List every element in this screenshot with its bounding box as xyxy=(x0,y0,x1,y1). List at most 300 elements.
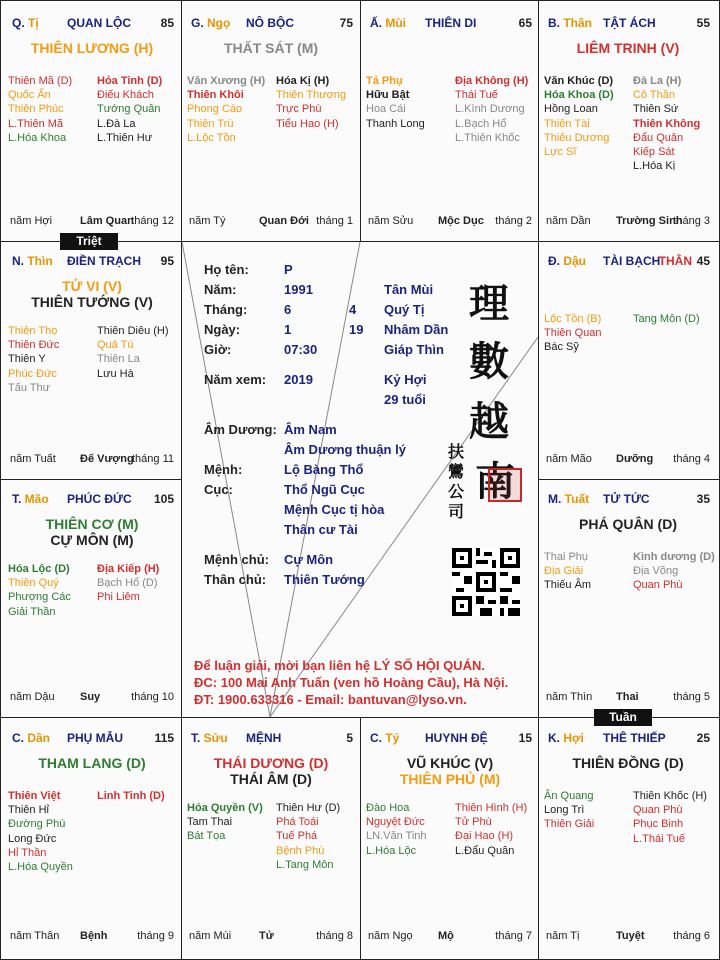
minor-star: Thiên Hỉ xyxy=(8,804,49,817)
palace-stem: G. xyxy=(191,16,204,30)
minor-stars-right xyxy=(276,74,346,131)
palace-stem: C. xyxy=(370,731,382,745)
minor-star: Tấu Thư xyxy=(8,381,51,394)
palace-name: PHÚC ĐỨC xyxy=(67,492,132,506)
minor-star: Trực Phù xyxy=(276,103,322,116)
palace-dau[interactable] xyxy=(540,240,716,476)
main-star: LIÊM TRINH (V) xyxy=(576,40,680,56)
minor-star: Thiếu Âm xyxy=(544,579,592,592)
thanchu-value: Thiên Tướng xyxy=(284,572,365,587)
palace-stem-branch xyxy=(370,731,399,745)
palace-tuat[interactable] xyxy=(540,478,716,714)
minor-star: L.Thiên Khốc xyxy=(455,131,520,144)
main-star: VŨ KHÚC (V) xyxy=(406,755,494,771)
minor-star: Thiên Y xyxy=(8,353,46,366)
minor-star: Quan Phù xyxy=(633,804,683,817)
palace-score: 95 xyxy=(160,254,174,268)
palace-header xyxy=(191,731,353,745)
minor-stars-right xyxy=(97,324,169,381)
palace-ty[interactable] xyxy=(362,717,538,953)
minor-star: Nguyệt Đức xyxy=(366,816,425,829)
minor-star: Thiên Khốc (H) xyxy=(633,790,707,802)
minor-star: Lưu Hà xyxy=(97,367,134,380)
minor-star: Đại Hao (H) xyxy=(455,830,514,843)
minor-star: Đường Phù xyxy=(8,818,66,831)
minor-star: Thiên Diêu (H) xyxy=(97,325,169,337)
palace-footer xyxy=(546,453,710,467)
qr-code-icon xyxy=(452,548,520,616)
minor-star: L.Đẩu Quân xyxy=(455,844,515,857)
amduong-value: Âm Nam xyxy=(284,422,337,437)
palace-month: tháng 11 xyxy=(131,453,174,465)
palace-year: năm Mão xyxy=(546,453,592,465)
palace-header xyxy=(548,492,710,506)
minor-star: Kình dương (D) xyxy=(633,551,715,563)
palace-footer xyxy=(10,453,174,467)
palace-branch: Dần xyxy=(24,731,51,745)
hour-label: Giờ: xyxy=(204,342,232,357)
minor-star: Quan Phù xyxy=(633,579,683,592)
minor-star: Phục Binh xyxy=(633,818,684,831)
minor-star: Địa Giải xyxy=(544,565,584,578)
view-year-canchi: Kỷ Hợi xyxy=(384,372,427,387)
palace-branch: Dậu xyxy=(560,254,587,268)
minor-star: Thai Phụ xyxy=(544,551,589,563)
minor-stars-left xyxy=(8,562,71,619)
day-lunar: 19 xyxy=(349,322,364,337)
day-canchi: Nhâm Dần xyxy=(384,322,449,337)
minor-star: Quốc Ấn xyxy=(8,89,51,102)
palace-month: tháng 6 xyxy=(673,930,710,942)
palace-name: THÊ THIẾP xyxy=(603,731,666,745)
day-label: Ngày: xyxy=(204,322,241,337)
minor-stars-right xyxy=(455,801,527,858)
minor-star: Thiên Sứ xyxy=(633,103,679,116)
minor-star: Phượng Các xyxy=(8,591,71,604)
thanchu-label: Thân chủ: xyxy=(204,572,267,587)
palace-stem: B. xyxy=(548,16,560,30)
palace-name: THIÊN DI xyxy=(425,16,477,30)
minor-stars-right xyxy=(633,74,700,173)
palace-name: NÔ BỘC xyxy=(246,16,294,30)
palace-month: tháng 5 xyxy=(673,691,710,703)
palace-ngo[interactable] xyxy=(183,2,359,238)
palace-footer xyxy=(368,930,532,944)
minor-star: Hóa Lộc (D) xyxy=(8,563,70,575)
palace-branch: Mùi xyxy=(382,16,406,30)
minor-star: Thái Tuế xyxy=(455,89,498,102)
palace-footer xyxy=(546,215,710,229)
minor-stars-left xyxy=(187,801,263,844)
day-value: 1 xyxy=(284,322,292,337)
palace-header xyxy=(370,731,532,745)
minor-stars-left xyxy=(366,74,425,131)
minor-star: Thiên Quan xyxy=(544,327,602,340)
palace-header xyxy=(12,254,174,268)
palace-stage: Thai xyxy=(616,691,639,703)
minor-star: Hỉ Thần xyxy=(8,846,47,859)
palace-score: 45 xyxy=(696,254,710,268)
palace-score: 5 xyxy=(346,731,353,745)
main-star: THÁI ÂM (D) xyxy=(230,771,312,787)
minor-star: L.Thái Tuế xyxy=(633,832,685,845)
palace-year: năm Hợi xyxy=(10,215,53,227)
minor-star: L.Đà La xyxy=(97,117,136,130)
palace-branch: Tý xyxy=(382,731,400,745)
minor-star: Tang Môn (D) xyxy=(633,313,700,325)
month-canchi: Quý Tị xyxy=(384,302,425,317)
palace-stage: Tuyệt xyxy=(616,930,645,942)
palace-than[interactable] xyxy=(540,2,716,238)
palace-month: tháng 4 xyxy=(673,453,710,465)
palace-stem-branch xyxy=(191,731,228,745)
minor-star: Bệnh Phù xyxy=(276,844,325,857)
palace-year: năm Sửu xyxy=(368,215,414,227)
palace-year: năm Tuất xyxy=(10,453,56,465)
minor-star: Tướng Quân xyxy=(97,103,161,116)
grid-line xyxy=(360,717,361,960)
minor-star: Đà La (H) xyxy=(633,75,682,87)
palace-month: tháng 12 xyxy=(131,215,174,227)
palace-month: tháng 9 xyxy=(137,930,174,942)
palace-stem-branch xyxy=(548,492,589,506)
minor-star: Địa Kiếp (H) xyxy=(97,563,160,575)
minor-star: Thiên Hư (D) xyxy=(276,802,341,814)
view-year-value: 2019 xyxy=(284,372,313,387)
palace-stage: Quan Đới xyxy=(259,215,309,227)
minor-star: Thiên Phúc xyxy=(8,103,64,116)
minor-star: L.Bạch Hổ xyxy=(455,117,507,130)
palace-header xyxy=(12,492,174,506)
palace-header xyxy=(548,731,710,745)
cuc-value-2: Mệnh Cục tị hòa xyxy=(284,502,385,517)
calligraphy-char-1: 理 xyxy=(469,280,509,327)
palace-footer xyxy=(10,215,174,229)
palace-year: năm Thìn xyxy=(546,691,593,703)
calligraphy-char-4: 南 xyxy=(475,458,515,505)
palace-stem-branch xyxy=(12,16,39,30)
palace-name: QUAN LỘC xyxy=(67,16,131,30)
palace-stem-branch xyxy=(370,16,406,30)
minor-star: Địa Võng xyxy=(633,565,679,578)
palace-name: HUYNH ĐỆ xyxy=(425,731,488,745)
contact-address: ĐC: 100 Mai Anh Tuấn (ven hồ Hoàng Cầu), Hà Nội. xyxy=(194,675,509,690)
palace-stem-branch xyxy=(548,16,592,30)
minor-star: Bạch Hổ (D) xyxy=(97,577,158,590)
palace-stem: Ấ. xyxy=(370,16,382,30)
palace-score: 115 xyxy=(154,731,174,745)
main-star: THAM LANG (D) xyxy=(38,755,146,771)
minor-star: Hóa Khoa (D) xyxy=(544,89,614,102)
palace-ti[interactable] xyxy=(4,2,180,238)
minor-stars-left xyxy=(8,789,73,874)
grid-line xyxy=(360,0,361,242)
minor-star: Tử Phù xyxy=(455,816,492,829)
minor-stars-left xyxy=(8,324,59,395)
hour-canchi: Giáp Thìn xyxy=(384,342,444,357)
red-seal-icon xyxy=(488,468,522,502)
palace-header xyxy=(548,16,710,30)
minor-star: Hóa Quyền (V) xyxy=(187,802,263,814)
palace-stem: C. xyxy=(12,731,24,745)
calligraphy-small: 扶鸞公司 xyxy=(448,442,465,521)
palace-name: ĐIỀN TRẠCH xyxy=(67,254,141,268)
palace-name: MỆNH xyxy=(246,731,282,745)
palace-branch: Sửu xyxy=(200,731,228,745)
name-value: P xyxy=(284,262,293,277)
minor-star: L.Thiên Hư xyxy=(97,131,153,144)
minor-star: Bác Sỹ xyxy=(544,341,579,354)
menhchu-value: Cự Môn xyxy=(284,552,334,567)
palace-header xyxy=(12,16,174,30)
palace-score: 105 xyxy=(153,492,174,506)
main-star: THÁI DƯƠNG (D) xyxy=(213,755,329,771)
palace-stem-branch xyxy=(12,254,53,268)
minor-star: L.Hóa Kị xyxy=(633,160,676,173)
palace-year: năm Tý xyxy=(189,215,226,227)
main-star: PHÁ QUÂN (D) xyxy=(579,516,677,532)
triet-tag: Triệt xyxy=(60,233,118,250)
year-value: 1991 xyxy=(284,282,313,297)
minor-star: Phúc Đức xyxy=(8,367,57,380)
minor-star: LN.Văn Tinh xyxy=(366,830,427,843)
palace-mao[interactable] xyxy=(4,478,180,714)
minor-star: Bát Tọa xyxy=(187,830,226,843)
palace-stage: Mộ xyxy=(438,930,454,942)
palace-score: 75 xyxy=(339,16,353,30)
palace-month: tháng 10 xyxy=(131,691,174,703)
palace-stage: Suy xyxy=(80,691,101,703)
palace-dan[interactable] xyxy=(4,717,180,953)
minor-star: Đẩu Quân xyxy=(633,131,684,144)
palace-month: tháng 8 xyxy=(316,930,353,942)
palace-year: năm Thân xyxy=(10,930,60,942)
menh-value: Lộ Bàng Thổ xyxy=(284,462,364,477)
palace-thin[interactable] xyxy=(4,240,180,476)
minor-star: Hoa Cái xyxy=(366,103,406,116)
minor-stars-right xyxy=(455,74,528,145)
minor-stars-left xyxy=(544,74,614,159)
minor-star: Thiên Mã (D) xyxy=(8,75,73,87)
center-info-panel xyxy=(182,242,538,716)
main-star: THIÊN ĐỒNG (D) xyxy=(572,755,684,771)
palace-footer xyxy=(189,930,353,944)
minor-star: Lộc Tồn (B) xyxy=(544,313,602,325)
cuc-value-3: Thân cư Tài xyxy=(284,522,358,537)
palace-score: 15 xyxy=(518,731,532,745)
palace-score: 85 xyxy=(160,16,174,30)
minor-star: Phong Cáo xyxy=(187,103,243,116)
minor-star: Thiên Thọ xyxy=(8,325,58,337)
palace-stage: Tử xyxy=(259,930,274,942)
cuc-label: Cục: xyxy=(204,482,233,497)
minor-star: Tuế Phá xyxy=(276,830,318,843)
minor-star: Phi Liêm xyxy=(97,591,140,604)
palace-footer xyxy=(10,930,174,944)
palace-name: PHỤ MẪU xyxy=(67,731,123,745)
palace-stage: Đế Vượng xyxy=(80,453,134,465)
palace-year: năm Dậu xyxy=(10,691,55,703)
palace-footer xyxy=(10,691,174,705)
palace-name: TỬ TỨC xyxy=(603,492,650,506)
minor-star: L.Hóa Lộc xyxy=(366,844,417,857)
minor-stars-left xyxy=(544,312,601,355)
main-star: CỰ MÔN (M) xyxy=(50,532,134,548)
palace-stem: N. xyxy=(12,254,24,268)
minor-star: Văn Xương (H) xyxy=(187,75,266,87)
palace-month: tháng 7 xyxy=(495,930,532,942)
minor-stars-left xyxy=(366,801,427,858)
minor-star: Tả Phụ xyxy=(366,75,403,87)
amduong-label: Âm Dương: xyxy=(204,422,277,437)
grid-line xyxy=(0,0,1,960)
palace-stem: Q. xyxy=(12,16,25,30)
minor-star: Thiên Khôi xyxy=(187,89,244,102)
minor-star: Thiên Thương xyxy=(276,89,347,102)
minor-star: Kiếp Sát xyxy=(633,146,675,159)
palace-than-marker: THÂN xyxy=(658,254,692,268)
palace-stem-branch xyxy=(191,16,230,30)
palace-branch: Tuất xyxy=(561,492,590,506)
palace-score: 25 xyxy=(696,731,710,745)
year-label: Năm: xyxy=(204,282,237,297)
grid-line xyxy=(538,0,539,960)
palace-header xyxy=(548,254,710,268)
minor-stars-left xyxy=(544,789,594,832)
minor-star: L.Tang Môn xyxy=(276,858,334,871)
minor-star: Thiên Hình (H) xyxy=(455,802,528,814)
minor-star: Phá Toái xyxy=(276,816,319,829)
palace-branch: Thìn xyxy=(24,254,53,268)
main-star: THIÊN TƯỚNG (V) xyxy=(31,294,153,310)
minor-stars-right xyxy=(276,801,340,872)
palace-stem-branch xyxy=(548,254,586,268)
calligraphy-char-2: 數 xyxy=(469,338,509,385)
palace-stem: T. xyxy=(191,731,201,745)
minor-star: Hóa Kị (H) xyxy=(276,75,330,87)
palace-stem: Đ. xyxy=(548,254,560,268)
main-star: THIÊN CƠ (M) xyxy=(45,516,139,532)
minor-star: Thiên La xyxy=(97,353,140,366)
minor-stars-right xyxy=(97,74,162,145)
palace-year: năm Tị xyxy=(546,930,580,942)
calligraphy-char-3: 越 xyxy=(469,398,509,445)
minor-stars-left xyxy=(187,74,265,145)
name-label: Họ tên: xyxy=(204,262,249,277)
palace-branch: Mão xyxy=(21,492,49,506)
palace-header xyxy=(12,731,174,745)
menh-label: Mệnh: xyxy=(204,462,243,477)
minor-star: Hữu Bật xyxy=(366,89,410,102)
palace-header xyxy=(191,16,353,30)
minor-star: Long Trì xyxy=(544,804,585,817)
palace-mui[interactable] xyxy=(362,2,538,238)
minor-star: Tam Thai xyxy=(187,816,233,829)
hour-value: 07:30 xyxy=(284,342,318,357)
palace-stage: Bệnh xyxy=(80,930,108,942)
minor-star: Thanh Long xyxy=(366,117,425,130)
minor-star: Cô Thần xyxy=(633,89,675,102)
minor-star: L.Thiên Mã xyxy=(8,117,64,130)
palace-month: tháng 2 xyxy=(495,215,532,227)
palace-score: 35 xyxy=(696,492,710,506)
palace-stem: T. xyxy=(12,492,22,506)
main-star: THIÊN PHỦ (M) xyxy=(399,771,501,787)
minor-star: Hồng Loan xyxy=(544,103,598,116)
main-star: TỬ VI (V) xyxy=(62,278,122,294)
tuan-tag: Tuần xyxy=(594,709,652,726)
minor-stars-right xyxy=(97,562,159,605)
month-lunar: 4 xyxy=(349,302,357,317)
palace-month: tháng 1 xyxy=(316,215,353,227)
year-canchi: Tân Mùi xyxy=(384,282,434,297)
minor-star: Văn Khúc (D) xyxy=(544,75,614,87)
minor-star: Thiên Quý xyxy=(8,577,59,590)
minor-stars-right xyxy=(633,312,700,326)
minor-star: Hỏa Tinh (D) xyxy=(97,75,163,87)
palace-stem-branch xyxy=(12,731,50,745)
palace-hoi[interactable] xyxy=(540,717,716,953)
palace-footer xyxy=(546,691,710,705)
palace-stage: Mộc Dục xyxy=(438,215,484,227)
minor-star: Thiên Việt xyxy=(8,790,61,802)
palace-branch: Tị xyxy=(24,16,39,30)
minor-star: Long Đức xyxy=(8,832,57,845)
view-year-label: Năm xem: xyxy=(204,372,267,387)
minor-star: Thiên Trù xyxy=(187,117,234,130)
palace-footer xyxy=(368,215,532,229)
minor-star: Thiên Không xyxy=(633,117,701,130)
minor-star: Thiên Đức xyxy=(8,339,60,352)
minor-stars-right xyxy=(633,789,707,846)
minor-star: Quả Tú xyxy=(97,339,134,352)
palace-year: năm Ngọ xyxy=(368,930,413,942)
minor-star: L.Hóa Quyền xyxy=(8,861,73,874)
palace-month: tháng 3 xyxy=(673,215,710,227)
palace-year: năm Dần xyxy=(546,215,591,227)
palace-name: TẬT ÁCH xyxy=(603,16,656,30)
minor-star: Thiên Tài xyxy=(544,117,590,130)
minor-star: Ân Quang xyxy=(544,790,594,802)
palace-footer xyxy=(546,930,710,944)
minor-star: Điếu Khách xyxy=(97,89,154,102)
palace-suu[interactable] xyxy=(183,717,359,953)
minor-star: Linh Tinh (D) xyxy=(97,790,165,802)
main-star: THẤT SÁT (M) xyxy=(223,40,319,56)
minor-star: Đào Hoa xyxy=(366,802,410,814)
month-value: 6 xyxy=(284,302,292,317)
palace-score: 65 xyxy=(518,16,532,30)
minor-star: Thiếu Dương xyxy=(544,131,610,144)
palace-stem: K. xyxy=(548,731,560,745)
palace-name: TÀI BẠCH xyxy=(603,254,661,268)
palace-stage: Trường Sinh xyxy=(616,215,683,227)
minor-star: L.Hóa Khoa xyxy=(8,131,67,144)
minor-star: Tiểu Hao (H) xyxy=(276,117,339,130)
minor-stars-right xyxy=(97,789,165,803)
contact-phone-email[interactable]: ĐT: 1900.633316 - Email: bantuvan@lyso.vn. xyxy=(194,692,467,707)
palace-stage: Lâm Quan xyxy=(80,215,134,227)
palace-branch: Hợi xyxy=(560,731,584,745)
palace-stem: M. xyxy=(548,492,562,506)
contact-line-1: Để luận giải, mời bạn liên hệ LÝ SỐ HỘI QUÁN. xyxy=(194,658,485,673)
palace-branch: Ngọ xyxy=(203,16,231,30)
palace-header xyxy=(370,16,532,30)
minor-star: L.Lộc Tồn xyxy=(187,131,236,144)
minor-star: Địa Không (H) xyxy=(455,75,529,87)
minor-stars-left xyxy=(8,74,72,145)
minor-star: Lực Sĩ xyxy=(544,146,577,159)
